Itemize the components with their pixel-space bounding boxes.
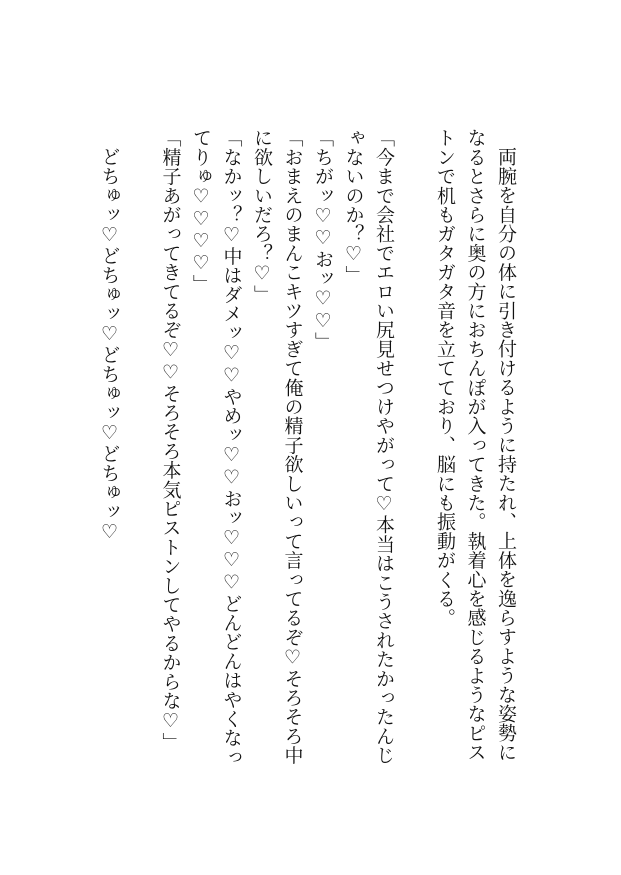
dialogue-line-4: 「なかッ？♡中はダメッ♡♡やめッ♡♡おッ♡♡♡どんどんはやくなってりゅ♡♡♡♡」 [190,128,243,767]
paragraph-narration-1: 両腕を自分の体に引き付けるように持たれ、上体を逸らすような姿勢になるとさらに奥の方におちんぽが入ってきた。執着心を感じるようなピストンで机もガタガタ音を立てており、脳にも振動がくる。 [434,128,517,762]
paragraph-onomatopoeia: どちゅッ♡どちゅッ♡どちゅッ♡どちゅッ♡ [98,147,121,543]
paragraph-break [125,128,156,768]
dialogue-line-3: 「おまえのまんこキツすぎて俺の精子欲しいって言ってるぞ♡そろそろ中に欲しいだろ？♡」 [251,128,304,765]
vertical-text-body [94,128,521,768]
paragraph-break [399,128,430,768]
dialogue-line-5: 「精子あがってきてるぞ♡♡そろそろ本気ピストンしてやるからな♡」 [159,128,182,752]
dialogue-line-2: 「ちがッ♡♡おッ♡♡」 [312,128,334,352]
dialogue-line-1: 「今まで会社でエロい尻見せつけやがって♡本当はこうされたかったんじゃないのか？♡」 [342,128,395,765]
